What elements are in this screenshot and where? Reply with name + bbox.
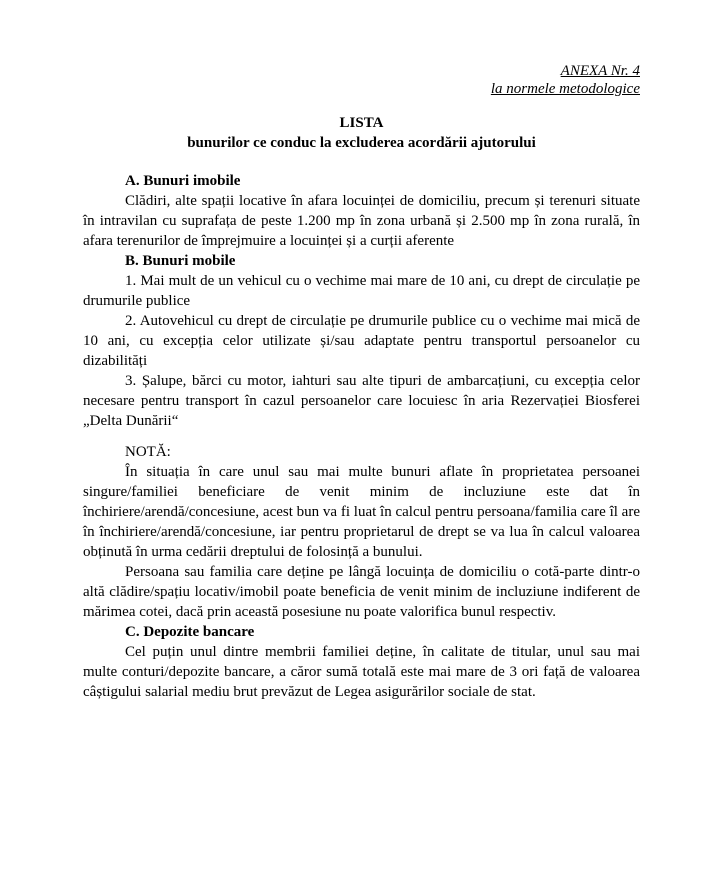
section-b-item-1: 1. Mai mult de un vehicul cu o vechime mai mare de 10 ani, cu drept de circulație pe drumurile publice — [83, 273, 640, 309]
note-paragraph-1: În situația în care unul sau mai multe bunuri aflate în proprietatea persoanei singure/familiei beneficiare de venit minim de incluziune este dat în închiriere/arendă/concesiune, acest bun va fi luat în calcul pentru persoana/familia care îl are în închiriere/arendă/concesiune, iar pentru proprietarul de drept se va lua în calcul valoarea obținută în urma cedării dreptului de folosință a bunului. — [83, 464, 640, 560]
note-label: NOTĂ: — [125, 444, 171, 460]
section-a-paragraph: Clădiri, alte spații locative în afara locuinței de domiciliu, precum și terenuri situate în intravilan cu suprafața de peste 1.200 mp în zona urbană și 2.500 mp în zona rurală, în afara terenurilor de împrejmuire a locuinței și a curții aferente — [83, 193, 640, 249]
document-body — [83, 171, 640, 702]
annex-number-line — [83, 62, 640, 80]
title-line-2: bunurilor ce conduc la excluderea acordării ajutorului — [187, 135, 536, 151]
annex-norms-text: la normele metodologice — [490, 81, 640, 97]
annex-number-text: ANEXA Nr. 4 — [560, 63, 640, 79]
document-title — [83, 113, 640, 153]
section-a-heading: A. Bunuri imobile — [125, 173, 241, 189]
section-c-paragraph: Cel puțin unul dintre membrii familiei deține, în calitate de titular, unul sau mai multe conturi/depozite bancare, a căror sumă totală este mai mare de 3 ori față de valoarea câștigului salarial mediu brut prevăzut de Legea asigurărilor sociale de stat. — [83, 644, 640, 700]
note-paragraph-2: Persoana sau familia care deține pe lângă locuința de domiciliu o cotă-parte dintr-o altă clădire/spațiu locativ/imobil poate beneficia de venit minim de incluziune indiferent de mărimea cotei, dacă prin această posesiune nu poate valorifica bunul respectiv. — [83, 564, 640, 620]
annex-norms-line — [83, 80, 640, 98]
section-b-item-3: 3. Șalupe, bărci cu motor, iahturi sau alte tipuri de ambarcațiuni, cu excepția celor necesare pentru transport în cazul persoanelor care locuiesc în aria Rezervației Biosferei „Delta Dunării“ — [83, 373, 640, 429]
title-line-1: LISTA — [339, 115, 384, 131]
section-b-heading: B. Bunuri mobile — [125, 253, 236, 269]
section-c-heading: C. Depozite bancare — [125, 624, 255, 640]
annex-reference — [83, 62, 640, 98]
section-b-item-2: 2. Autovehicul cu drept de circulație pe drumurile publice cu o vechime mai mică de 10 ani, cu excepția celor utilizate și/sau adaptate pentru transportul persoanelor cu dizabilități — [83, 313, 640, 369]
